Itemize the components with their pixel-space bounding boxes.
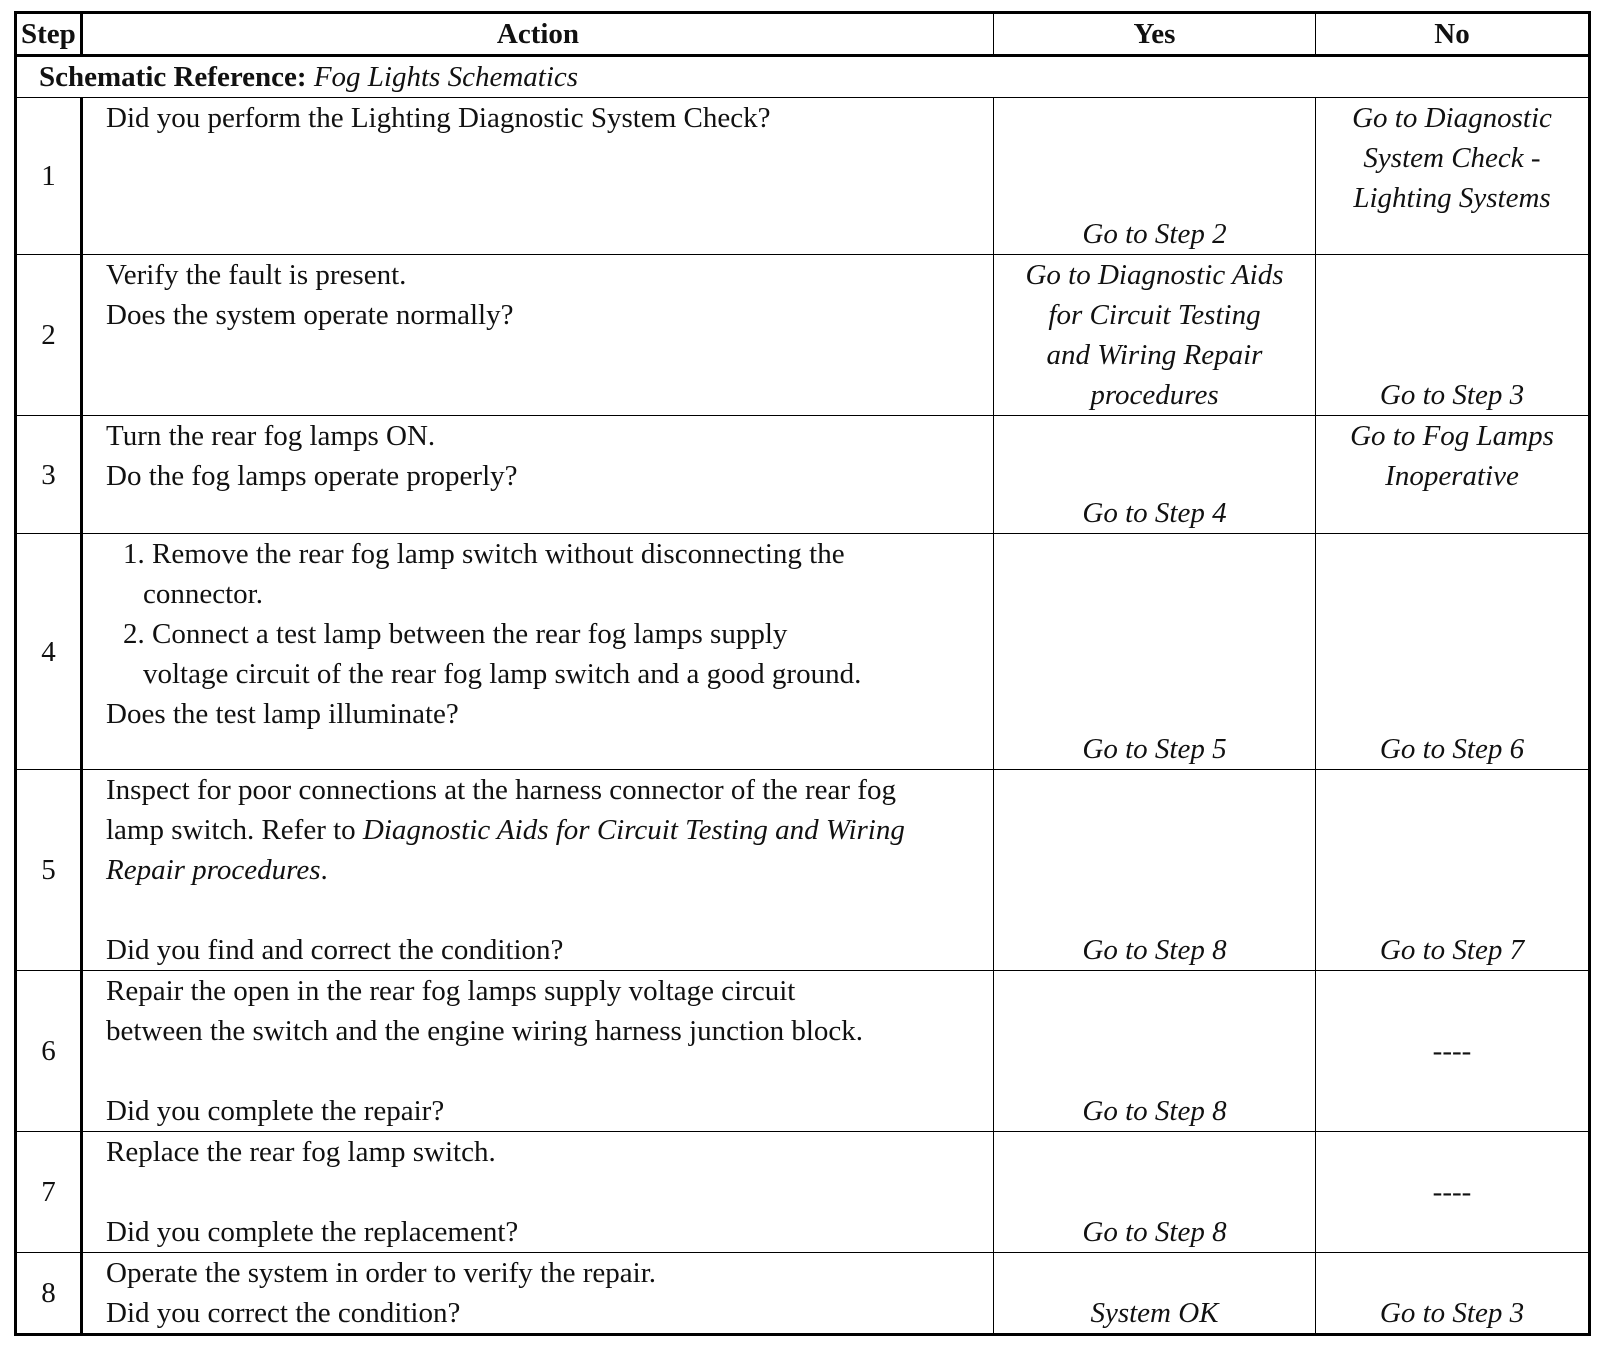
header-no: No	[1316, 13, 1590, 56]
action-line: Repair the open in the rear fog lamps supply voltage circuit	[106, 975, 796, 1007]
no-link-line[interactable]: Lighting Systems	[1353, 182, 1551, 214]
no-cell	[1316, 971, 1590, 1132]
no-link[interactable]: Go to Step 7	[1379, 934, 1525, 966]
no-cell	[1316, 98, 1590, 255]
action-paragraph	[106, 770, 936, 890]
yes-cell	[994, 416, 1316, 534]
action-line: Verify the fault is present.	[106, 259, 407, 291]
no-link-line[interactable]: Inoperative	[1385, 460, 1519, 492]
schematic-reference	[16, 56, 1590, 98]
action-cell	[82, 971, 994, 1132]
action-text: Inspect for poor connections at the harness connector of the rear fog lamp switch. Refer to	[106, 774, 896, 846]
table-row	[16, 1253, 1590, 1335]
action-line: Operate the system in order to verify the repair.	[106, 1257, 656, 1289]
no-cell	[1316, 770, 1590, 971]
action-cell	[82, 255, 994, 416]
action-line: Did you complete the repair?	[106, 1095, 445, 1127]
diagnostic-table	[14, 11, 1591, 1336]
step-number: 3	[16, 416, 82, 534]
step-number: 5	[16, 770, 82, 971]
no-cell	[1316, 1253, 1590, 1335]
action-cell	[82, 1132, 994, 1253]
schematic-label: Schematic Reference:	[39, 61, 307, 93]
action-cell	[82, 98, 994, 255]
no-link-line[interactable]: Go to Diagnostic	[1352, 102, 1552, 134]
yes-cell	[994, 98, 1316, 255]
header-step: Step	[16, 13, 82, 56]
no-link-line[interactable]: Go to Fog Lamps	[1350, 420, 1554, 452]
action-list-item: 1. Remove the rear fog lamp switch without disconnecting the connector.	[123, 538, 845, 610]
no-dash: ----	[1432, 1176, 1472, 1208]
no-cell	[1316, 416, 1590, 534]
yes-cell	[994, 971, 1316, 1132]
no-link[interactable]: Go to Step 3	[1379, 379, 1525, 411]
yes-link[interactable]: Go to Step 8	[1082, 934, 1227, 966]
yes-cell	[994, 255, 1316, 416]
no-link[interactable]: Go to Step 6	[1379, 733, 1525, 765]
yes-cell	[994, 770, 1316, 971]
table-row	[16, 255, 1590, 416]
yes-link-line[interactable]: procedures	[1090, 379, 1219, 411]
action-line: Does the test lamp illuminate?	[106, 698, 459, 730]
action-cell	[82, 416, 994, 534]
action-list-item: 2. Connect a test lamp between the rear fog lamps supply voltage circuit of the rear fog lamp switch and a good ground.	[123, 618, 862, 690]
yes-cell	[994, 1132, 1316, 1253]
action-line: Does the system operate normally?	[106, 299, 514, 331]
no-cell	[1316, 534, 1590, 770]
schematic-row	[16, 56, 1590, 98]
yes-link-line[interactable]: and Wiring Repair	[1046, 339, 1263, 371]
action-line: Did you find and correct the condition?	[106, 934, 564, 966]
yes-link-line[interactable]: Go to Diagnostic Aids	[1025, 259, 1284, 291]
yes-link[interactable]: Go to Step 4	[1082, 497, 1227, 529]
action-cell	[82, 534, 994, 770]
step-number: 2	[16, 255, 82, 416]
header-action: Action	[82, 13, 994, 56]
table-row	[16, 416, 1590, 534]
table-row	[16, 770, 1590, 971]
yes-link-line[interactable]: for Circuit Testing	[1048, 299, 1261, 331]
yes-link[interactable]: Go to Step 8	[1082, 1216, 1227, 1248]
action-text-end: .	[320, 854, 328, 886]
step-number: 1	[16, 98, 82, 255]
diagnostic-aids-link[interactable]: Diagnostic Aids for Circuit Testing and Wiring Repair procedures	[106, 814, 905, 886]
table-row	[16, 534, 1590, 770]
action-cell	[82, 1253, 994, 1335]
action-line: Replace the rear fog lamp switch.	[106, 1136, 496, 1168]
step-number: 4	[16, 534, 82, 770]
no-cell	[1316, 1132, 1590, 1253]
yes-cell	[994, 1253, 1316, 1335]
action-line: Did you perform the Lighting Diagnostic System Check?	[106, 102, 771, 134]
action-line: Did you correct the condition?	[106, 1297, 461, 1329]
yes-cell	[994, 534, 1316, 770]
table-row	[16, 971, 1590, 1132]
spacer	[106, 890, 985, 930]
action-line: between the switch and the engine wiring harness junction block.	[106, 1015, 864, 1047]
action-cell	[82, 770, 994, 971]
action-line: Did you complete the replacement?	[106, 1216, 519, 1248]
no-dash: ----	[1432, 1035, 1472, 1067]
yes-link[interactable]: Go to Step 5	[1082, 733, 1227, 765]
action-line: Do the fog lamps operate properly?	[106, 460, 518, 492]
yes-link[interactable]: System OK	[1090, 1297, 1219, 1329]
table-row	[16, 98, 1590, 255]
step-number: 7	[16, 1132, 82, 1253]
step-number: 8	[16, 1253, 82, 1335]
schematic-link[interactable]: Fog Lights Schematics	[313, 61, 579, 93]
no-link-line[interactable]: System Check -	[1363, 142, 1541, 174]
no-cell	[1316, 255, 1590, 416]
yes-link[interactable]: Go to Step 8	[1082, 1095, 1227, 1127]
no-link[interactable]: Go to Step 3	[1379, 1297, 1525, 1329]
header-yes: Yes	[994, 13, 1316, 56]
yes-link[interactable]: Go to Step 2	[1082, 218, 1227, 250]
step-number: 6	[16, 971, 82, 1132]
table-row	[16, 1132, 1590, 1253]
action-line: Turn the rear fog lamps ON.	[106, 420, 436, 452]
header-row	[16, 13, 1590, 56]
spacer	[106, 1051, 985, 1091]
spacer	[106, 1172, 985, 1212]
